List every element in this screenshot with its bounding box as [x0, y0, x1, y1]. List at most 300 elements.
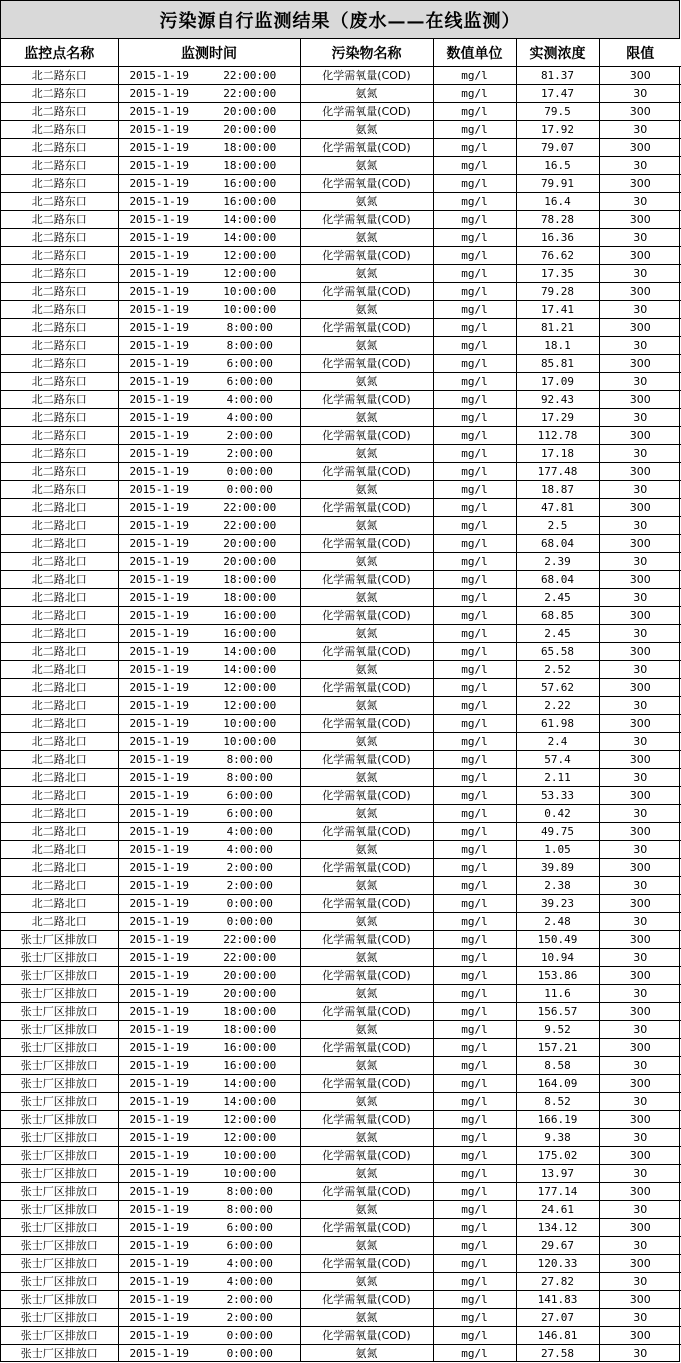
cell-unit: mg/l — [433, 1327, 516, 1345]
cell-limit: 30 — [599, 769, 681, 787]
cell-time: 16:00:00 — [200, 625, 300, 643]
table-row — [1, 949, 681, 967]
cell-pollutant: 氨氮 — [300, 1057, 433, 1075]
cell-limit: 30 — [599, 985, 681, 1003]
cell-site: 北二路东口 — [1, 337, 118, 355]
cell-unit: mg/l — [433, 1309, 516, 1327]
cell-value: 53.33 — [516, 787, 599, 805]
cell-limit: 300 — [599, 895, 681, 913]
cell-unit: mg/l — [433, 643, 516, 661]
cell-value: 156.57 — [516, 1003, 599, 1021]
cell-date: 2015-1-19 — [118, 895, 200, 913]
cell-pollutant: 氨氮 — [300, 625, 433, 643]
cell-time: 16:00:00 — [200, 1039, 300, 1057]
cell-value: 78.28 — [516, 211, 599, 229]
cell-pollutant: 氨氮 — [300, 265, 433, 283]
table-row — [1, 1255, 681, 1273]
cell-value: 16.36 — [516, 229, 599, 247]
cell-unit: mg/l — [433, 67, 516, 85]
table-row — [1, 229, 681, 247]
cell-unit: mg/l — [433, 805, 516, 823]
cell-time: 0:00:00 — [200, 913, 300, 931]
cell-unit: mg/l — [433, 373, 516, 391]
cell-site: 北二路北口 — [1, 751, 118, 769]
cell-unit: mg/l — [433, 499, 516, 517]
cell-pollutant: 氨氮 — [300, 913, 433, 931]
cell-value: 141.83 — [516, 1291, 599, 1309]
cell-time: 6:00:00 — [200, 787, 300, 805]
cell-unit: mg/l — [433, 679, 516, 697]
cell-site: 北二路北口 — [1, 625, 118, 643]
table-row — [1, 787, 681, 805]
cell-time: 6:00:00 — [200, 805, 300, 823]
cell-unit: mg/l — [433, 103, 516, 121]
cell-time: 14:00:00 — [200, 1075, 300, 1093]
table-row — [1, 319, 681, 337]
cell-date: 2015-1-19 — [118, 589, 200, 607]
cell-pollutant: 化学需氧量(COD) — [300, 1327, 433, 1345]
cell-unit: mg/l — [433, 859, 516, 877]
cell-value: 2.48 — [516, 913, 599, 931]
cell-unit: mg/l — [433, 841, 516, 859]
cell-limit: 30 — [599, 481, 681, 499]
cell-time: 8:00:00 — [200, 337, 300, 355]
cell-site: 北二路东口 — [1, 463, 118, 481]
cell-site: 北二路北口 — [1, 823, 118, 841]
cell-pollutant: 化学需氧量(COD) — [300, 895, 433, 913]
cell-limit: 300 — [599, 931, 681, 949]
cell-value: 17.35 — [516, 265, 599, 283]
cell-time: 12:00:00 — [200, 679, 300, 697]
cell-value: 2.11 — [516, 769, 599, 787]
cell-site: 张士厂区排放口 — [1, 985, 118, 1003]
table-row — [1, 1111, 681, 1129]
cell-site: 北二路北口 — [1, 571, 118, 589]
table-row — [1, 535, 681, 553]
cell-site: 北二路东口 — [1, 85, 118, 103]
cell-time: 4:00:00 — [200, 1255, 300, 1273]
cell-unit: mg/l — [433, 1021, 516, 1039]
cell-limit: 30 — [599, 373, 681, 391]
cell-unit: mg/l — [433, 427, 516, 445]
cell-limit: 30 — [599, 661, 681, 679]
cell-unit: mg/l — [433, 877, 516, 895]
table-row — [1, 967, 681, 985]
cell-site: 北二路北口 — [1, 517, 118, 535]
cell-limit: 300 — [599, 643, 681, 661]
cell-site: 北二路北口 — [1, 589, 118, 607]
table-row — [1, 463, 681, 481]
cell-site: 北二路东口 — [1, 139, 118, 157]
cell-value: 146.81 — [516, 1327, 599, 1345]
cell-time: 14:00:00 — [200, 229, 300, 247]
cell-limit: 30 — [599, 1201, 681, 1219]
cell-date: 2015-1-19 — [118, 157, 200, 175]
cell-time: 22:00:00 — [200, 949, 300, 967]
cell-pollutant: 化学需氧量(COD) — [300, 67, 433, 85]
table-row — [1, 85, 681, 103]
cell-date: 2015-1-19 — [118, 499, 200, 517]
cell-unit: mg/l — [433, 625, 516, 643]
cell-site: 北二路北口 — [1, 895, 118, 913]
table-row — [1, 301, 681, 319]
cell-pollutant: 化学需氧量(COD) — [300, 679, 433, 697]
cell-pollutant: 氨氮 — [300, 1093, 433, 1111]
cell-site: 张士厂区排放口 — [1, 1273, 118, 1291]
cell-pollutant: 化学需氧量(COD) — [300, 1147, 433, 1165]
cell-unit: mg/l — [433, 913, 516, 931]
cell-date: 2015-1-19 — [118, 1003, 200, 1021]
cell-time: 16:00:00 — [200, 607, 300, 625]
cell-value: 92.43 — [516, 391, 599, 409]
cell-limit: 300 — [599, 1111, 681, 1129]
cell-date: 2015-1-19 — [118, 1039, 200, 1057]
cell-date: 2015-1-19 — [118, 985, 200, 1003]
cell-pollutant: 化学需氧量(COD) — [300, 931, 433, 949]
cell-site: 北二路北口 — [1, 643, 118, 661]
cell-pollutant: 氨氮 — [300, 1345, 433, 1363]
cell-value: 27.82 — [516, 1273, 599, 1291]
table-row — [1, 823, 681, 841]
cell-pollutant: 氨氮 — [300, 697, 433, 715]
cell-value: 16.4 — [516, 193, 599, 211]
cell-site: 张士厂区排放口 — [1, 1003, 118, 1021]
table-row — [1, 1309, 681, 1327]
cell-date: 2015-1-19 — [118, 715, 200, 733]
cell-limit: 300 — [599, 427, 681, 445]
cell-limit: 300 — [599, 679, 681, 697]
cell-date: 2015-1-19 — [118, 355, 200, 373]
cell-unit: mg/l — [433, 463, 516, 481]
cell-time: 2:00:00 — [200, 445, 300, 463]
table-row — [1, 247, 681, 265]
cell-time: 10:00:00 — [200, 283, 300, 301]
table-row — [1, 283, 681, 301]
table-row — [1, 103, 681, 121]
cell-site: 北二路东口 — [1, 211, 118, 229]
cell-limit: 300 — [599, 1147, 681, 1165]
cell-date: 2015-1-19 — [118, 409, 200, 427]
cell-value: 2.52 — [516, 661, 599, 679]
table-row — [1, 1093, 681, 1111]
cell-date: 2015-1-19 — [118, 67, 200, 85]
cell-date: 2015-1-19 — [118, 535, 200, 553]
cell-unit: mg/l — [433, 571, 516, 589]
cell-value: 17.18 — [516, 445, 599, 463]
cell-unit: mg/l — [433, 1345, 516, 1363]
cell-site: 北二路东口 — [1, 301, 118, 319]
cell-date: 2015-1-19 — [118, 625, 200, 643]
cell-value: 17.29 — [516, 409, 599, 427]
cell-limit: 30 — [599, 733, 681, 751]
cell-site: 北二路北口 — [1, 679, 118, 697]
cell-value: 27.07 — [516, 1309, 599, 1327]
table-row — [1, 1165, 681, 1183]
cell-pollutant: 化学需氧量(COD) — [300, 211, 433, 229]
cell-unit: mg/l — [433, 355, 516, 373]
cell-time: 2:00:00 — [200, 1291, 300, 1309]
header-limit: 限值 — [599, 39, 681, 67]
cell-date: 2015-1-19 — [118, 229, 200, 247]
cell-date: 2015-1-19 — [118, 661, 200, 679]
cell-limit: 30 — [599, 625, 681, 643]
cell-date: 2015-1-19 — [118, 121, 200, 139]
cell-limit: 30 — [599, 301, 681, 319]
cell-limit: 300 — [599, 1327, 681, 1345]
cell-time: 18:00:00 — [200, 589, 300, 607]
cell-limit: 300 — [599, 67, 681, 85]
cell-limit: 300 — [599, 1219, 681, 1237]
cell-value: 2.5 — [516, 517, 599, 535]
cell-site: 北二路北口 — [1, 553, 118, 571]
cell-time: 2:00:00 — [200, 859, 300, 877]
cell-time: 6:00:00 — [200, 355, 300, 373]
header-unit: 数值单位 — [433, 39, 516, 67]
cell-value: 57.62 — [516, 679, 599, 697]
cell-time: 0:00:00 — [200, 481, 300, 499]
cell-unit: mg/l — [433, 535, 516, 553]
cell-time: 14:00:00 — [200, 211, 300, 229]
cell-unit: mg/l — [433, 949, 516, 967]
cell-pollutant: 化学需氧量(COD) — [300, 607, 433, 625]
cell-site: 北二路东口 — [1, 229, 118, 247]
cell-unit: mg/l — [433, 175, 516, 193]
cell-date: 2015-1-19 — [118, 859, 200, 877]
cell-date: 2015-1-19 — [118, 517, 200, 535]
cell-site: 张士厂区排放口 — [1, 1201, 118, 1219]
table-row — [1, 355, 681, 373]
cell-limit: 30 — [599, 1309, 681, 1327]
table-row — [1, 67, 681, 85]
cell-site: 张士厂区排放口 — [1, 949, 118, 967]
cell-unit: mg/l — [433, 1291, 516, 1309]
cell-value: 79.07 — [516, 139, 599, 157]
cell-time: 20:00:00 — [200, 967, 300, 985]
cell-time: 10:00:00 — [200, 733, 300, 751]
table-body — [1, 67, 681, 1363]
cell-time: 22:00:00 — [200, 499, 300, 517]
cell-time: 20:00:00 — [200, 103, 300, 121]
cell-time: 12:00:00 — [200, 265, 300, 283]
cell-site: 张士厂区排放口 — [1, 1327, 118, 1345]
cell-time: 12:00:00 — [200, 697, 300, 715]
cell-value: 164.09 — [516, 1075, 599, 1093]
cell-value: 177.14 — [516, 1183, 599, 1201]
cell-date: 2015-1-19 — [118, 1345, 200, 1363]
cell-site: 张士厂区排放口 — [1, 1021, 118, 1039]
table-header — [1, 39, 681, 67]
cell-limit: 30 — [599, 265, 681, 283]
cell-date: 2015-1-19 — [118, 841, 200, 859]
cell-value: 120.33 — [516, 1255, 599, 1273]
cell-unit: mg/l — [433, 967, 516, 985]
cell-unit: mg/l — [433, 85, 516, 103]
table-row — [1, 517, 681, 535]
table-row — [1, 751, 681, 769]
cell-limit: 300 — [599, 1183, 681, 1201]
table-row — [1, 985, 681, 1003]
table-row — [1, 553, 681, 571]
cell-time: 6:00:00 — [200, 1219, 300, 1237]
cell-time: 16:00:00 — [200, 175, 300, 193]
cell-date: 2015-1-19 — [118, 769, 200, 787]
cell-time: 18:00:00 — [200, 1021, 300, 1039]
cell-site: 张士厂区排放口 — [1, 1039, 118, 1057]
cell-unit: mg/l — [433, 769, 516, 787]
table-row — [1, 841, 681, 859]
cell-limit: 30 — [599, 697, 681, 715]
table-row — [1, 1075, 681, 1093]
cell-site: 北二路北口 — [1, 499, 118, 517]
table-row — [1, 211, 681, 229]
cell-pollutant: 化学需氧量(COD) — [300, 643, 433, 661]
cell-date: 2015-1-19 — [118, 1183, 200, 1201]
cell-pollutant: 氨氮 — [300, 769, 433, 787]
cell-pollutant: 化学需氧量(COD) — [300, 1291, 433, 1309]
cell-site: 北二路东口 — [1, 373, 118, 391]
cell-value: 17.47 — [516, 85, 599, 103]
cell-date: 2015-1-19 — [118, 1309, 200, 1327]
cell-value: 27.58 — [516, 1345, 599, 1363]
cell-pollutant: 氨氮 — [300, 661, 433, 679]
cell-unit: mg/l — [433, 139, 516, 157]
cell-pollutant: 化学需氧量(COD) — [300, 967, 433, 985]
cell-date: 2015-1-19 — [118, 697, 200, 715]
cell-unit: mg/l — [433, 823, 516, 841]
cell-unit: mg/l — [433, 1003, 516, 1021]
cell-site: 北二路北口 — [1, 769, 118, 787]
cell-pollutant: 化学需氧量(COD) — [300, 175, 433, 193]
cell-site: 张士厂区排放口 — [1, 1255, 118, 1273]
cell-unit: mg/l — [433, 895, 516, 913]
cell-time: 20:00:00 — [200, 121, 300, 139]
cell-limit: 300 — [599, 499, 681, 517]
cell-site: 北二路北口 — [1, 859, 118, 877]
cell-limit: 300 — [599, 319, 681, 337]
cell-unit: mg/l — [433, 1039, 516, 1057]
cell-limit: 300 — [599, 355, 681, 373]
cell-date: 2015-1-19 — [118, 319, 200, 337]
cell-site: 张士厂区排放口 — [1, 931, 118, 949]
cell-site: 北二路东口 — [1, 157, 118, 175]
cell-unit: mg/l — [433, 1075, 516, 1093]
cell-pollutant: 化学需氧量(COD) — [300, 1183, 433, 1201]
cell-pollutant: 氨氮 — [300, 589, 433, 607]
cell-unit: mg/l — [433, 589, 516, 607]
cell-value: 57.4 — [516, 751, 599, 769]
cell-pollutant: 化学需氧量(COD) — [300, 355, 433, 373]
cell-limit: 30 — [599, 1093, 681, 1111]
cell-unit: mg/l — [433, 751, 516, 769]
cell-unit: mg/l — [433, 265, 516, 283]
cell-value: 16.5 — [516, 157, 599, 175]
cell-date: 2015-1-19 — [118, 949, 200, 967]
cell-time: 22:00:00 — [200, 67, 300, 85]
cell-site: 张士厂区排放口 — [1, 1129, 118, 1147]
cell-pollutant: 化学需氧量(COD) — [300, 787, 433, 805]
cell-value: 29.67 — [516, 1237, 599, 1255]
cell-value: 11.6 — [516, 985, 599, 1003]
table-row — [1, 589, 681, 607]
cell-unit: mg/l — [433, 229, 516, 247]
table-row — [1, 715, 681, 733]
cell-time: 12:00:00 — [200, 1129, 300, 1147]
cell-limit: 30 — [599, 337, 681, 355]
cell-value: 9.52 — [516, 1021, 599, 1039]
table-row — [1, 643, 681, 661]
cell-unit: mg/l — [433, 337, 516, 355]
cell-unit: mg/l — [433, 1201, 516, 1219]
cell-time: 14:00:00 — [200, 643, 300, 661]
header-pollutant: 污染物名称 — [300, 39, 433, 67]
cell-value: 79.5 — [516, 103, 599, 121]
cell-limit: 300 — [599, 535, 681, 553]
cell-unit: mg/l — [433, 607, 516, 625]
cell-time: 2:00:00 — [200, 427, 300, 445]
cell-site: 北二路北口 — [1, 715, 118, 733]
cell-limit: 300 — [599, 571, 681, 589]
cell-time: 18:00:00 — [200, 157, 300, 175]
cell-date: 2015-1-19 — [118, 1327, 200, 1345]
cell-unit: mg/l — [433, 553, 516, 571]
cell-limit: 300 — [599, 967, 681, 985]
cell-date: 2015-1-19 — [118, 913, 200, 931]
cell-unit: mg/l — [433, 715, 516, 733]
table-row — [1, 679, 681, 697]
cell-site: 张士厂区排放口 — [1, 1057, 118, 1075]
cell-site: 张士厂区排放口 — [1, 1183, 118, 1201]
cell-limit: 300 — [599, 1003, 681, 1021]
cell-limit: 300 — [599, 859, 681, 877]
table-row — [1, 139, 681, 157]
cell-pollutant: 化学需氧量(COD) — [300, 319, 433, 337]
cell-pollutant: 氨氮 — [300, 301, 433, 319]
table-row — [1, 175, 681, 193]
cell-value: 49.75 — [516, 823, 599, 841]
cell-pollutant: 化学需氧量(COD) — [300, 247, 433, 265]
header-time: 监测时间 — [118, 39, 300, 67]
cell-value: 85.81 — [516, 355, 599, 373]
cell-unit: mg/l — [433, 787, 516, 805]
cell-date: 2015-1-19 — [118, 139, 200, 157]
cell-limit: 30 — [599, 877, 681, 895]
cell-site: 北二路东口 — [1, 247, 118, 265]
cell-date: 2015-1-19 — [118, 1057, 200, 1075]
cell-date: 2015-1-19 — [118, 445, 200, 463]
cell-limit: 30 — [599, 1165, 681, 1183]
cell-limit: 300 — [599, 823, 681, 841]
cell-site: 张士厂区排放口 — [1, 1237, 118, 1255]
cell-date: 2015-1-19 — [118, 301, 200, 319]
table-row — [1, 373, 681, 391]
cell-site: 北二路北口 — [1, 877, 118, 895]
cell-date: 2015-1-19 — [118, 1021, 200, 1039]
cell-site: 张士厂区排放口 — [1, 1075, 118, 1093]
cell-unit: mg/l — [433, 1147, 516, 1165]
cell-unit: mg/l — [433, 661, 516, 679]
cell-limit: 30 — [599, 805, 681, 823]
monitoring-table — [1, 39, 681, 1362]
cell-date: 2015-1-19 — [118, 1111, 200, 1129]
cell-pollutant: 氨氮 — [300, 985, 433, 1003]
cell-limit: 300 — [599, 463, 681, 481]
table-row — [1, 769, 681, 787]
cell-value: 79.28 — [516, 283, 599, 301]
cell-pollutant: 氨氮 — [300, 121, 433, 139]
cell-site: 北二路东口 — [1, 409, 118, 427]
cell-limit: 300 — [599, 283, 681, 301]
cell-pollutant: 氨氮 — [300, 877, 433, 895]
